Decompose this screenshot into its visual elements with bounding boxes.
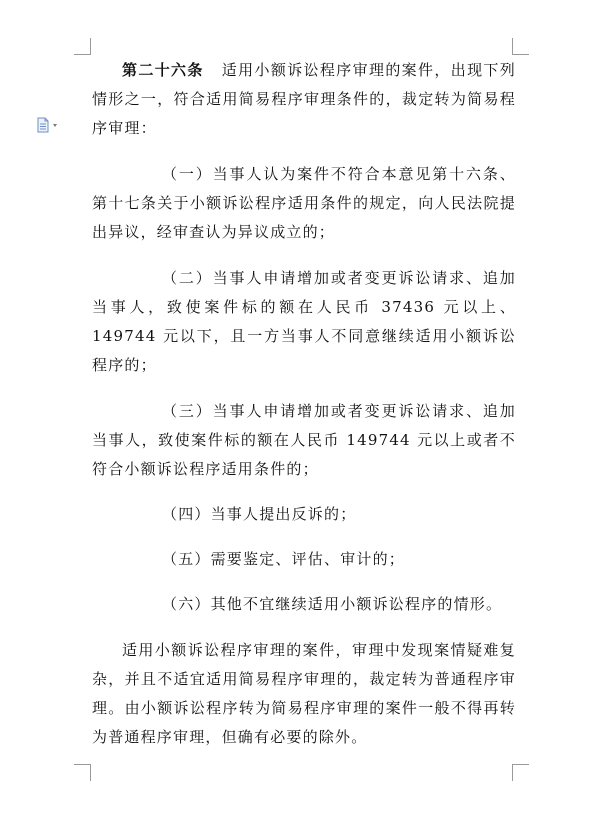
document-icon-graphic bbox=[36, 117, 62, 133]
list-item-4: （四）当事人提出反诉的； bbox=[162, 505, 357, 523]
article-paragraph bbox=[92, 56, 516, 143]
document-body bbox=[92, 56, 516, 752]
page-corner-mark-bottom-right bbox=[512, 764, 529, 781]
document-options-icon[interactable] bbox=[36, 117, 62, 133]
list-item-2: （二）当事人申请增加或者变更诉讼请求、追加当事人，致使案件标的额在人民币 37436 元以上、149744 元以下，且一方当事人不同意继续适用小额诉讼程序的； bbox=[92, 269, 516, 374]
page-corner-mark-top-left bbox=[74, 38, 91, 55]
page-corner-mark-top-right bbox=[512, 38, 529, 55]
list-item-6: （六）其他不宜继续适用小额诉讼程序的情形。 bbox=[162, 595, 503, 613]
closing-paragraph: 适用小额诉讼程序审理的案件，审理中发现案情疑难复杂，并且不适宜适用简易程序审理的，裁定转为普通程序审理。由小额诉讼程序转为简易程序审理的案件一般不得再转为普通程序审理，但确有必要的除外。 bbox=[92, 641, 516, 746]
list-item-5: （五）需要鉴定、评估、审计的； bbox=[162, 550, 406, 568]
list-item-1: （一）当事人认为案件不符合本意见第十六条、第十七条关于小额诉讼程序适用条件的规定，向人民法院提出异议，经审查认为异议成立的； bbox=[92, 165, 516, 241]
page-corner-mark-bottom-left bbox=[74, 764, 91, 781]
list-item-3: （三）当事人申请增加或者变更诉讼请求、追加当事人，致使案件标的额在人民币 149744 元以上或者不符合小额诉讼程序适用条件的； bbox=[92, 402, 516, 478]
article-number: 第二十六条 bbox=[122, 61, 204, 79]
article-intro-text: 适用小额诉讼程序审理的案件，出现下列情形之一，符合适用简易程序审理条件的，裁定转为简易程序审理： bbox=[92, 61, 516, 137]
